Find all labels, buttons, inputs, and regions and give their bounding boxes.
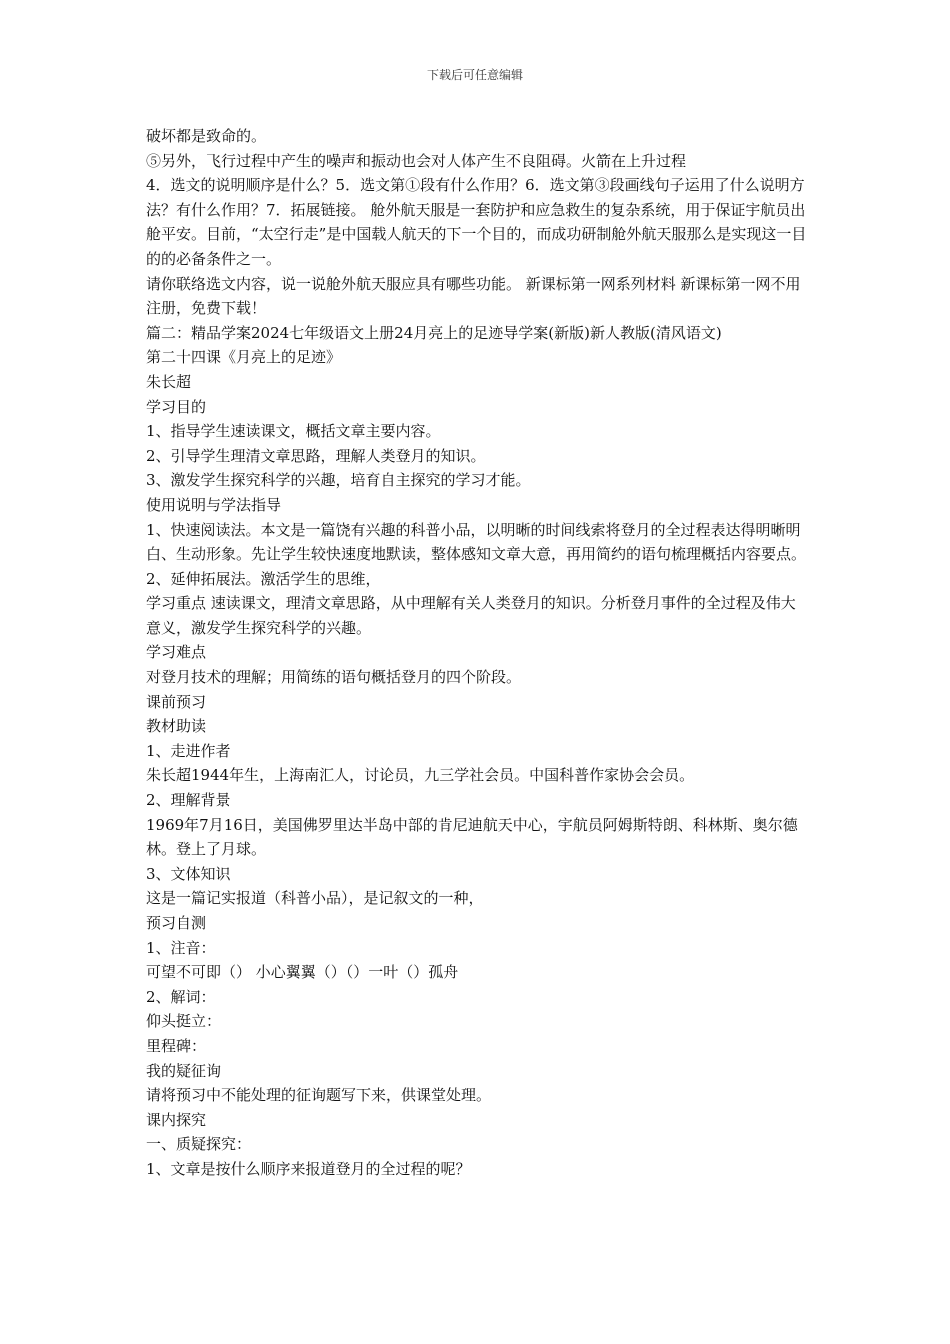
paragraph: 2、延伸拓展法。激活学生的思维， <box>146 569 381 588</box>
paragraph: 1、指导学生速读课文，概括文章主要内容。 <box>146 422 441 441</box>
paragraph: 里程碑： <box>146 1036 207 1055</box>
paragraph: 我的疑征询 <box>146 1061 222 1080</box>
page-header: 下载后可任意编辑 <box>426 68 523 82</box>
paragraph: 仰头挺立： <box>146 1012 222 1031</box>
paragraph: 学习难点 <box>146 643 207 662</box>
paragraph: 学习目的 <box>146 397 207 416</box>
paragraph: 破坏都是致命的。 <box>146 127 267 145</box>
paragraph: 第二十四课《月亮上的足迹》 <box>146 348 342 367</box>
paragraph: 可望不可即（） 小心翼翼（）（）一叶（）孤舟 <box>146 963 459 982</box>
paragraph: 课前预习 <box>146 692 207 711</box>
document-body <box>146 124 808 1182</box>
paragraph: 使用说明与学法指导 <box>146 495 282 514</box>
paragraph: 课内探究 <box>146 1110 207 1129</box>
paragraph: 预习自测 <box>146 914 207 932</box>
paragraph: 3、激发学生探究科学的兴趣，培育自主探究的学习才能。 <box>146 471 531 490</box>
paragraph: 请你联络选文内容，说一说舱外航天服应具有哪些功能。 新课标第一网系列材料 新课标第一网不用注册，免费下载！ <box>146 274 801 318</box>
paragraph: 一、质疑探究： <box>146 1135 252 1154</box>
paragraph: 1、快速阅读法。本文是一篇饶有兴趣的科普小品，以明晰的时间线索将登月的全过程表达得明晰明白、生动形象。先让学生较快速度地默读，整体感知文章大意，再用简约的语句梳理概括内容要点。 <box>146 520 807 564</box>
paragraph: 请将预习中不能处理的征询题写下来，供课堂处理。 <box>146 1086 492 1105</box>
paragraph: 1、文章是按什么顺序来报道登月的全过程的呢？ <box>146 1159 471 1178</box>
paragraph: 对登月技术的理解；用简练的语句概括登月的四个阶段。 <box>146 668 522 687</box>
paragraph: 朱长超 <box>146 372 192 391</box>
paragraph: 1969年7月16日，美国佛罗里达半岛中部的肯尼迪航天中心，宇航员阿姆斯特朗、科林斯、奥尔德林。登上了月球。 <box>146 815 798 859</box>
paragraph: 教材助读 <box>146 717 207 736</box>
paragraph: 2、解词： <box>146 987 216 1006</box>
paragraph: 朱长超1944年生，上海南汇人，讨论员，九三学社会员。中国科普作家协会会员。 <box>146 766 695 785</box>
paragraph: 3、文体知识 <box>146 864 231 883</box>
paragraph: 1、注音： <box>146 938 216 957</box>
paragraph: 2、引导学生理清文章思路，理解人类登月的知识。 <box>146 446 486 465</box>
paragraph: 1、走进作者 <box>146 741 231 760</box>
paragraph: 篇二：精品学案2024七年级语文上册24月亮上的足迹导学案(新版)新人教版(清风语文) <box>146 323 722 342</box>
paragraph: 这是一篇记实报道（科普小品），是记叙文的一种， <box>146 889 484 908</box>
paragraph: ⑤另外，飞行过程中产生的噪声和振动也会对人体产生不良阻碍。火箭在上升过程 <box>146 151 687 170</box>
paragraph: 学习重点 速读课文，理清文章思路，从中理解有关人类登月的知识。分析登月事件的全过程及伟大意义，激发学生探究科学的兴趣。 <box>146 594 796 637</box>
paragraph: 2、理解背景 <box>146 791 231 810</box>
paragraph: 4．选文的说明顺序是什么？5．选文第①段有什么作用？6．选文第③段画线句子运用了什么说明方法？有什么作用？7．拓展链接。 舱外航天服是一套防护和应急救生的复杂系统，用于保证宇航员出舱平安。目前，“太空行走”是中国载人航天的下一个目的，而成功研制舱外航天服那么是实现这一目的的必备条件之一。 <box>146 176 807 268</box>
